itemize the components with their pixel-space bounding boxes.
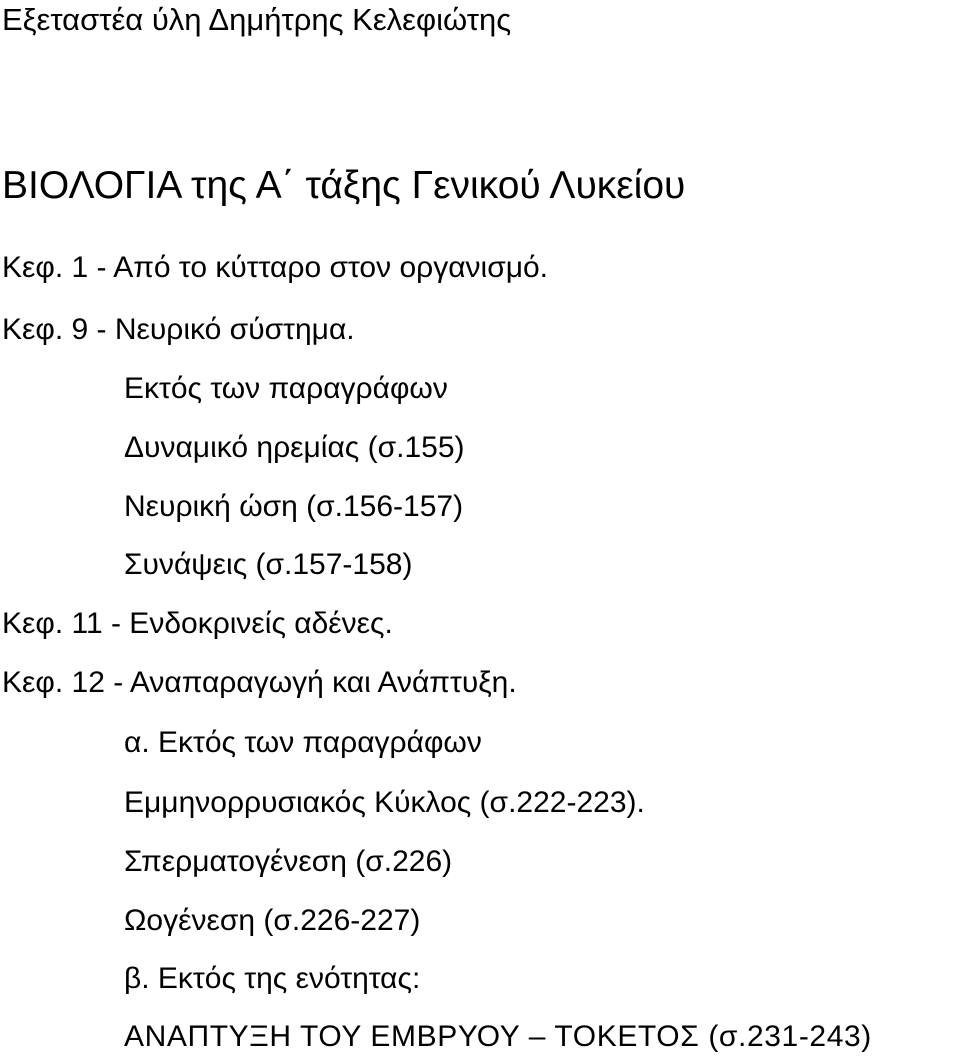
chapter-9-exclusion-item: Δυναμικό ηρεμίας (σ.155) xyxy=(124,431,465,464)
chapter-12-section-exclusion-label: β. Εκτός της ενότητας: xyxy=(124,962,421,995)
chapter-11-line: Κεφ. 11 - Ενδοκρινείς αδένες. xyxy=(2,607,393,640)
chapter-9-exclusions-label: Εκτός των παραγράφων xyxy=(124,372,448,405)
chapter-12-exclusion-item: Εμμηνορρυσιακός Κύκλος (σ.222-223). xyxy=(124,786,645,819)
chapter-12-exclusion-item: Ωογένεση (σ.226-227) xyxy=(124,904,421,937)
document-header: Εξεταστέα ύλη Δημήτρης Κελεφιώτης xyxy=(2,2,512,37)
chapter-12-exclusions-label: α. Εκτός των παραγράφων xyxy=(124,726,482,759)
chapter-1-line: Κεφ. 1 - Από το κύτταρο στον οργανισμό. xyxy=(2,251,549,284)
chapter-9-exclusion-item: Νευρική ώση (σ.156-157) xyxy=(124,490,464,523)
chapter-12-exclusion-item: Σπερματογένεση (σ.226) xyxy=(124,845,453,878)
chapter-9-exclusion-item: Συνάψεις (σ.157-158) xyxy=(124,548,413,581)
document-title: ΒΙΟΛΟΓΙΑ της Α΄ τάξης Γενικού Λυκείου xyxy=(2,164,686,207)
chapter-12-line: Κεφ. 12 - Αναπαραγωγή και Ανάπτυξη. xyxy=(2,666,517,699)
chapter-9-line: Κεφ. 9 - Νευρικό σύστημα. xyxy=(2,313,355,346)
chapter-12-section-exclusion-item: ΑΝΑΠΤΥΞΗ ΤΟΥ ΕΜΒΡΥΟΥ – ΤΟΚΕΤΟΣ (σ.231-243) xyxy=(124,1020,872,1053)
